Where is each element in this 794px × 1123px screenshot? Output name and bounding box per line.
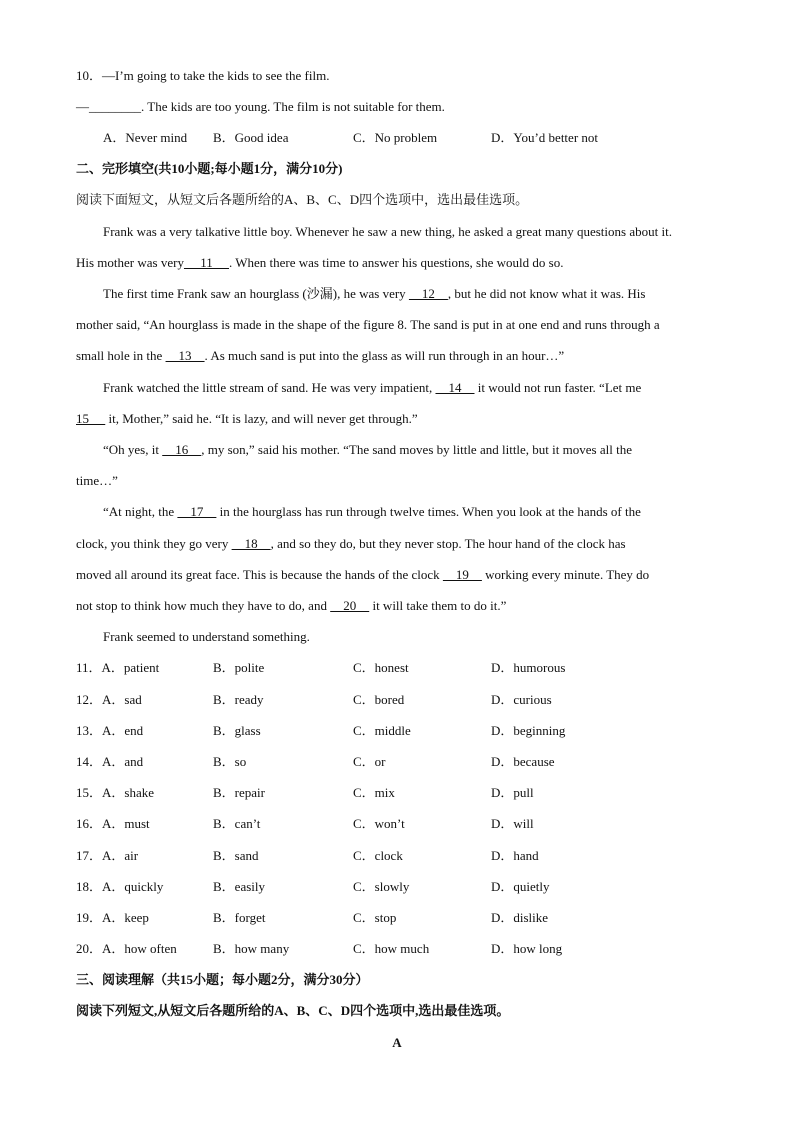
option-c: C．or bbox=[353, 754, 386, 769]
q10-reply-dash: — bbox=[76, 99, 89, 114]
option-a: 18．A．quickly bbox=[76, 879, 164, 894]
section2-heading: 二、完形填空(共10小题;每小题1分，满分10分) bbox=[76, 161, 343, 176]
question-options-row bbox=[76, 659, 726, 677]
option-b: B．repair bbox=[213, 785, 265, 800]
question-options-row bbox=[76, 940, 726, 958]
option-a: 16．A．must bbox=[76, 816, 150, 831]
question-options-row bbox=[76, 847, 726, 865]
passage-text: His mother was very bbox=[76, 255, 184, 270]
q10-reply bbox=[76, 98, 726, 116]
passage-text: working every minute. They do bbox=[481, 567, 650, 582]
option-d: D．humorous bbox=[491, 660, 566, 675]
option-d: D．curious bbox=[491, 692, 552, 707]
passage-text: it, Mother,” said he. “It is lazy, and will never get through.” bbox=[105, 411, 418, 426]
option-b: B．can’t bbox=[213, 816, 261, 831]
q10-reply-blank: ________ bbox=[89, 99, 141, 114]
passage-p6: Frank seemed to understand something. bbox=[103, 629, 310, 644]
q10-options bbox=[76, 129, 726, 147]
question-options-row bbox=[76, 878, 726, 896]
option-b: B．so bbox=[213, 754, 247, 769]
passage-p4-line2: time…” bbox=[76, 473, 118, 488]
option-a: 14．A．and bbox=[76, 754, 144, 769]
section2-instruction: 阅读下面短文，从短文后各题所给的A、B、C、D四个选项中，选出最佳选项。 bbox=[76, 192, 529, 207]
option-c: C．slowly bbox=[353, 879, 410, 894]
option-b: B．ready bbox=[213, 692, 264, 707]
passage-p1-line1: Frank was a very talkative little boy. Whenever he saw a new thing, he asked a great many questions about it. bbox=[103, 224, 672, 239]
passage-text: it would not run faster. “Let me bbox=[474, 380, 642, 395]
q10-stem: 10．—I’m going to take the kids to see the film. bbox=[76, 68, 330, 83]
question-options-row bbox=[76, 909, 726, 927]
option-b: B．sand bbox=[213, 848, 259, 863]
blank-14: 14 bbox=[435, 380, 475, 395]
option-a: 12．A．sad bbox=[76, 692, 142, 707]
q10-option-a: A．Never mind bbox=[103, 130, 188, 145]
passage-p2-line3 bbox=[76, 347, 726, 365]
passage-p4-line1 bbox=[103, 441, 717, 459]
passage-text: “At night, the bbox=[103, 504, 178, 519]
option-c: C．bored bbox=[353, 692, 405, 707]
option-d: D．dislike bbox=[491, 910, 549, 925]
passage-text: , and so they do, but they never stop. The hour hand of the clock has bbox=[270, 536, 626, 551]
passage-text: Frank watched the little stream of sand. He was very impatient, bbox=[103, 380, 436, 395]
option-c: C．middle bbox=[353, 723, 411, 738]
option-d: D．hand bbox=[491, 848, 539, 863]
option-b: B．how many bbox=[213, 941, 290, 956]
passage-text: moved all around its great face. This is because the hands of the clock bbox=[76, 567, 443, 582]
option-c: C．how much bbox=[353, 941, 430, 956]
blank-15: 15 bbox=[76, 411, 106, 426]
section3-instruction: 阅读下列短文,从短文后各题所给的A、B、C、D四个选项中,选出最佳选项。 bbox=[76, 1003, 510, 1018]
question-options-row bbox=[76, 815, 726, 833]
passage-text: it will take them to do it.” bbox=[369, 598, 507, 613]
q10-option-c: C．No problem bbox=[353, 130, 438, 145]
option-b: B．glass bbox=[213, 723, 261, 738]
blank-20: 20 bbox=[330, 598, 370, 613]
passage-p2-line2: mother said, “An hourglass is made in the shape of the figure 8. The sand is put in at one end and runs through a bbox=[76, 317, 660, 332]
passage-text: , but he did not know what it was. His bbox=[447, 286, 646, 301]
question-options-row bbox=[76, 722, 726, 740]
q10-option-d: D．You’d better not bbox=[491, 130, 599, 145]
blank-12: 12 bbox=[408, 286, 448, 301]
passage-text: . When there was time to answer his questions, she would do so. bbox=[228, 255, 564, 270]
blank-13: 13 bbox=[165, 348, 205, 363]
passage-p3-line2 bbox=[76, 410, 726, 428]
passage-p5-line3 bbox=[76, 566, 726, 584]
passage-p5-line1 bbox=[103, 503, 717, 521]
option-d: D．how long bbox=[491, 941, 563, 956]
question-options-row bbox=[76, 753, 726, 771]
passage-text: clock, you think they go very bbox=[76, 536, 232, 551]
option-b: B．polite bbox=[213, 660, 265, 675]
passage-text: in the hourglass has run through twelve times. When you look at the hands of the bbox=[216, 504, 641, 519]
option-a: 11．A．patient bbox=[76, 660, 160, 675]
option-a: 17．A．air bbox=[76, 848, 139, 863]
section3-heading: 三、阅读理解（共15小题；每小题2分，满分30分） bbox=[76, 972, 369, 987]
blank-19: 19 bbox=[442, 567, 482, 582]
option-c: C．won’t bbox=[353, 816, 405, 831]
blank-16: 16 bbox=[162, 442, 202, 457]
passage-text: “Oh yes, it bbox=[103, 442, 163, 457]
passage-text: , my son,” said his mother. “The sand moves by little and little, but it moves all the bbox=[201, 442, 632, 457]
passage-p2-line1 bbox=[103, 285, 717, 303]
passage-p1-line2 bbox=[76, 254, 726, 272]
passage-text: not stop to think how much they have to do, and bbox=[76, 598, 331, 613]
option-a: 19．A．keep bbox=[76, 910, 149, 925]
option-a: 15．A．shake bbox=[76, 785, 154, 800]
option-a: 20．A．how often bbox=[76, 941, 177, 956]
option-d: D．pull bbox=[491, 785, 534, 800]
passage-text: small hole in the bbox=[76, 348, 166, 363]
option-b: B．easily bbox=[213, 879, 265, 894]
passage-p5-line4 bbox=[76, 597, 726, 615]
passage-text: . As much sand is put into the glass as will run through in an hour…” bbox=[204, 348, 565, 363]
passage-p3-line1 bbox=[103, 379, 717, 397]
q10-option-b: B．Good idea bbox=[213, 130, 289, 145]
option-d: D．beginning bbox=[491, 723, 566, 738]
passage-p5-line2 bbox=[76, 535, 726, 553]
question-options-row bbox=[76, 691, 726, 709]
option-d: D．quietly bbox=[491, 879, 550, 894]
q10-reply-text: . The kids are too young. The film is not suitable for them. bbox=[141, 99, 445, 114]
option-c: C．clock bbox=[353, 848, 403, 863]
passage-label: A bbox=[392, 1035, 402, 1050]
option-b: B．forget bbox=[213, 910, 266, 925]
passage-text: The first time Frank saw an hourglass (沙漏), he was very bbox=[103, 286, 409, 301]
option-c: C．mix bbox=[353, 785, 395, 800]
option-d: D．will bbox=[491, 816, 534, 831]
option-c: C．honest bbox=[353, 660, 409, 675]
blank-11: 11 bbox=[183, 255, 229, 270]
option-a: 13．A．end bbox=[76, 723, 144, 738]
question-options-row bbox=[76, 784, 726, 802]
blank-18: 18 bbox=[231, 536, 271, 551]
option-d: D．because bbox=[491, 754, 555, 769]
blank-17: 17 bbox=[177, 504, 217, 519]
option-c: C．stop bbox=[353, 910, 397, 925]
